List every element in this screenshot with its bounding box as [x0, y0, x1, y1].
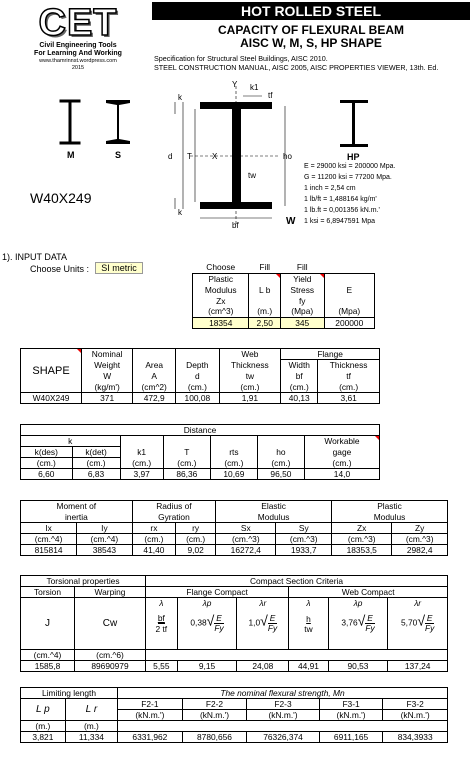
cell-tf: 3,61 — [318, 393, 380, 404]
ih-e: E — [324, 284, 374, 295]
sqrt-icon-4: √ — [417, 612, 425, 629]
formula-10 — [237, 609, 289, 639]
tu-ho: (cm.) — [257, 458, 304, 469]
spec-line1: Specification for Structural Steel Buildings, AISC 2010. — [154, 54, 328, 63]
cell-rx: 41,40 — [132, 545, 175, 556]
th-rx: rx — [132, 523, 175, 534]
logo — [6, 4, 150, 78]
flexural-strength-table — [20, 687, 448, 743]
tu-j: (cm.^4) — [21, 650, 75, 661]
logo-line2: For Learning And Working — [34, 50, 122, 57]
th-weight-4: (kg/m') — [82, 382, 133, 393]
logo-year: 2015 — [71, 65, 85, 71]
th-k1: k1 — [120, 447, 163, 458]
th-gage-2: gage — [304, 447, 379, 458]
th-f32: F3-2 — [383, 699, 448, 710]
tu-k1: (cm.) — [120, 458, 163, 469]
input-section-title: 1). INPUT DATA — [2, 252, 68, 262]
cell-kdes: 6,60 — [21, 469, 73, 480]
cell-lp-w: 90,53 — [328, 661, 388, 672]
cell-ry: 9,02 — [176, 545, 216, 556]
cell-lr-f: 24,08 — [237, 661, 289, 672]
ih-u1: (cm^3) — [193, 306, 249, 317]
const-e: E = 29000 ksi = 200000 Mpa. — [304, 163, 396, 170]
dim-y: Y — [232, 80, 238, 89]
th-depth-1: Depth — [176, 360, 219, 371]
hp-shape-icon — [340, 100, 368, 147]
logo-line1: Civil Engineering Tools — [39, 42, 117, 49]
cell-bf: 40,13 — [281, 393, 318, 404]
spec-text — [154, 54, 472, 72]
tu-blank — [145, 650, 447, 661]
dim-tw: tw — [248, 171, 256, 180]
cell-j: 1585,8 — [21, 661, 75, 672]
formula-038 — [177, 609, 237, 639]
th-plastic-1: Plastic — [332, 501, 448, 512]
zx-input[interactable]: 18354 — [193, 317, 249, 328]
th-ix: Ix — [21, 523, 77, 534]
th-area-2: A — [133, 371, 176, 382]
dim-x: X — [212, 152, 218, 161]
cell-zx: 18353,5 — [332, 545, 392, 556]
formula-570 — [388, 609, 448, 639]
header-title — [152, 24, 470, 50]
th-gyration-2: Gyration — [132, 512, 215, 523]
sqrt-icon-3: √ — [357, 612, 366, 629]
cell-tw: 1,91 — [219, 393, 281, 404]
tu-cw: (cm.^6) — [75, 650, 146, 661]
table-row — [21, 732, 448, 743]
th-lambda-w: λ — [289, 598, 328, 609]
logo-url: www.thamrinnst.wordpress.com — [39, 58, 117, 64]
ih-blank5 — [324, 295, 374, 306]
spec-line2: STEEL CONSTRUCTION MANUAL, AISC 2005, AISC PROPERTIES VIEWER, 13th. Ed. — [154, 63, 439, 72]
dim-d: d — [168, 152, 173, 161]
th-distance: Distance — [21, 425, 380, 436]
label-m: M — [67, 150, 75, 160]
s-shape-icon — [106, 100, 130, 144]
ih-choose: Choose — [206, 262, 236, 273]
cell-f22: 8780,656 — [182, 732, 247, 743]
th-area-1: Area — [133, 360, 176, 371]
cell-lp: 3,821 — [21, 732, 66, 743]
shape-name: W40X249 — [30, 190, 92, 206]
title-line1: CAPACITY OF FLEXURAL BEAM — [217, 23, 404, 37]
sqrt-e4: E — [426, 613, 433, 623]
th-weight-2: Weight — [82, 360, 133, 371]
cell-f21: 6331,962 — [118, 732, 183, 743]
formula-blank-4 — [289, 639, 328, 650]
dim-k1: k1 — [250, 83, 259, 92]
th-ho-blank — [257, 436, 304, 447]
th-t: T — [163, 447, 210, 458]
formula-blank-3 — [237, 639, 289, 650]
title-line2: AISC W, M, S, HP SHAPE — [240, 36, 382, 50]
cell-k1: 3,97 — [120, 469, 163, 480]
ih-blank4 — [249, 295, 280, 306]
tu-sx: (cm.^3) — [216, 534, 276, 545]
tu-zy: (cm.^3) — [392, 534, 448, 545]
ih-u2: (m.) — [249, 306, 280, 317]
ih-lb: L b — [249, 284, 280, 295]
th-ry: ry — [176, 523, 216, 534]
ih-stress: Stress — [280, 284, 324, 295]
th-weight-1: Nominal — [82, 349, 133, 360]
th-web-1: Web — [219, 349, 281, 360]
sqrt-e3: E — [367, 613, 373, 623]
th-torsion: Torsion — [21, 587, 75, 598]
th-f21: F2-1 — [118, 699, 183, 710]
table-row — [21, 393, 380, 404]
th-f31: F3-1 — [319, 699, 383, 710]
tu-f31: (kN.m.') — [319, 710, 383, 721]
shape-diagram — [0, 78, 474, 258]
cell-lambda-w: 44,91 — [289, 661, 328, 672]
const-inch: 1 inch = 2,54 cm — [304, 185, 356, 192]
dim-tf: tf — [268, 91, 273, 100]
fy-input[interactable]: 345 — [280, 317, 324, 328]
logo-text: CET — [38, 2, 118, 44]
tu-t: (cm.) — [163, 458, 210, 469]
formula-blank-5 — [328, 639, 388, 650]
cell-shape: W40X249 — [21, 393, 82, 404]
header-bar: HOT ROLLED STEEL — [152, 2, 470, 20]
ih-u4: (Mpa) — [324, 306, 374, 317]
const-g: G = 11200 ksi = 77200 Mpa. — [304, 174, 392, 181]
distance-table — [20, 424, 380, 480]
tu-zx: (cm.^3) — [332, 534, 392, 545]
section-properties-table — [20, 500, 448, 556]
dim-k-top: k — [178, 93, 182, 102]
th-gage-1: Workable — [304, 436, 379, 447]
cell-weight: 371 — [82, 393, 133, 404]
tu-f32: (kN.m.') — [383, 710, 448, 721]
th-cw: Cw — [75, 598, 146, 650]
formula-h-tw — [289, 609, 328, 639]
th-fthick-2: tf — [318, 371, 380, 382]
cell-lr: 11,334 — [65, 732, 117, 743]
input-table — [192, 262, 375, 329]
lb-input[interactable]: 2,50 — [249, 317, 280, 328]
coef-570: 5,70 — [401, 617, 418, 628]
cell-rts: 10,69 — [210, 469, 257, 480]
th-web-compact: Web Compact — [289, 587, 448, 598]
sqrt-icon: √ — [206, 612, 215, 629]
coef-376: 3,76 — [341, 617, 358, 628]
cell-cw: 89690979 — [75, 661, 146, 672]
tu-iy: (cm.^4) — [77, 534, 133, 545]
th-lp-w: λp — [328, 598, 388, 609]
label-s: S — [115, 150, 122, 160]
th-lr: L r — [65, 699, 117, 721]
frac-tw: tw — [304, 623, 313, 634]
th-f23: F2-3 — [247, 699, 320, 710]
ih-fy: fy — [280, 295, 324, 306]
cell-kdet: 6,83 — [72, 469, 120, 480]
th-elastic-1: Elastic — [216, 501, 332, 512]
th-area-3: (cm^2) — [133, 382, 176, 393]
th-elastic-2: Modulus — [216, 512, 332, 523]
tu-f22: (kN.m.') — [182, 710, 247, 721]
th-depth-blank — [176, 349, 219, 360]
sqrt-e2: E — [269, 613, 276, 623]
ih-fill1: Fill — [259, 262, 271, 273]
dim-bf: bf — [232, 221, 239, 230]
constants-list — [304, 161, 395, 227]
cell-gage: 14,0 — [304, 469, 379, 480]
tu-rx: (cm.) — [132, 534, 175, 545]
sqrt-fy2: Fy — [267, 623, 278, 633]
tu-ix: (cm.^4) — [21, 534, 77, 545]
th-zy: Zy — [392, 523, 448, 534]
th-inertia-1: Moment of — [21, 501, 133, 512]
th-rts-blank — [210, 436, 257, 447]
th-fwidth-3: (cm.) — [281, 382, 318, 393]
th-rts: rts — [210, 447, 257, 458]
sqrt-fy3: Fy — [365, 623, 375, 633]
th-web-2: Thickness — [219, 360, 281, 371]
th-inertia-2: inertia — [21, 512, 133, 523]
m-shape-icon — [60, 100, 80, 144]
cell-lr-w: 137,24 — [388, 661, 448, 672]
dim-ho: ho — [283, 152, 292, 161]
tu-gage: (cm.) — [304, 458, 379, 469]
th-area-blank — [133, 349, 176, 360]
tu-kdes: (cm.) — [21, 458, 73, 469]
cell-lambda-f: 5,55 — [145, 661, 177, 672]
th-depth-3: (cm.) — [176, 382, 219, 393]
frac-h: h — [306, 613, 311, 624]
cell-lp-f: 9,15 — [177, 661, 237, 672]
cell-ho: 96,50 — [257, 469, 304, 480]
cell-area: 472,9 — [133, 393, 176, 404]
ih-zx: Zx — [193, 295, 249, 306]
ih-plastic: Plastic — [193, 273, 249, 284]
th-depth-2: d — [176, 371, 219, 382]
formula-376 — [328, 609, 388, 639]
tu-kdet: (cm.) — [72, 458, 120, 469]
frac-bf: bf — [157, 613, 165, 623]
table-row — [21, 545, 448, 556]
label-w: W — [286, 216, 296, 227]
dim-t: T — [187, 152, 192, 161]
coef-038: 0,38 — [190, 617, 207, 628]
th-fwidth-2: bf — [281, 371, 318, 382]
th-k1-blank — [120, 436, 163, 447]
th-torsional: Torsional properties — [21, 576, 146, 587]
frac-2tf: 2 tf — [155, 624, 168, 634]
table-row — [21, 661, 448, 672]
th-kdes: k(des) — [21, 447, 73, 458]
th-weight-3: W — [82, 371, 133, 382]
ih-fill2: Fill — [296, 262, 308, 273]
formula-blank-1 — [145, 639, 177, 650]
th-fthick-1: Thickness — [318, 360, 380, 371]
cell-f32: 834,3933 — [383, 732, 448, 743]
th-k: k — [21, 436, 121, 447]
cell-zy: 2982,4 — [392, 545, 448, 556]
ih-blank2 — [249, 273, 280, 284]
const-lbft: 1 lb/ft = 1,488164 kg/m' — [304, 196, 377, 203]
th-lp: L p — [21, 699, 66, 721]
formula-bf-2tf — [145, 609, 177, 639]
e-value: 200000 — [324, 317, 374, 328]
th-web-3: tw — [219, 371, 281, 382]
cell-depth: 100,08 — [176, 393, 219, 404]
th-ho: ho — [257, 447, 304, 458]
th-zx: Zx — [332, 523, 392, 534]
cell-iy: 38543 — [77, 545, 133, 556]
dim-k-bottom: k — [178, 208, 182, 217]
th-compact: Compact Section Criteria — [145, 576, 447, 587]
th-sx: Sx — [216, 523, 276, 534]
th-lr-w: λr — [388, 598, 448, 609]
th-f22: F2-2 — [182, 699, 247, 710]
cell-t: 86,36 — [163, 469, 210, 480]
formula-blank-2 — [177, 639, 237, 650]
th-sy: Sy — [276, 523, 332, 534]
tu-lr: (m.) — [65, 721, 117, 732]
th-fthick-3: (cm.) — [318, 382, 380, 393]
th-t-blank — [163, 436, 210, 447]
tu-rts: (cm.) — [210, 458, 257, 469]
th-kdet: k(det) — [72, 447, 120, 458]
tu-blank-2 — [118, 721, 448, 732]
cell-ix: 815814 — [21, 545, 77, 556]
tu-sy: (cm.^3) — [276, 534, 332, 545]
shape-table — [20, 348, 380, 404]
th-lp-f: λp — [177, 598, 237, 609]
tu-lp: (m.) — [21, 721, 66, 732]
th-j: J — [21, 598, 75, 650]
const-lbft2: 1 lb.ft = 0,001356 kN.m.' — [304, 207, 380, 214]
tu-f23: (kN.m.') — [247, 710, 320, 721]
th-limiting: Limiting length — [21, 688, 118, 699]
cell-sy: 1933,7 — [276, 545, 332, 556]
cell-f23: 76326,374 — [247, 732, 320, 743]
th-flange-compact: Flange Compact — [145, 587, 288, 598]
formula-blank-6 — [388, 639, 448, 650]
th-iy: Iy — [77, 523, 133, 534]
tu-f21: (kN.m.') — [118, 710, 183, 721]
ih-blank — [324, 262, 374, 273]
choose-units-label: Choose Units : — [30, 264, 90, 274]
th-lr-f: λr — [237, 598, 289, 609]
units-select[interactable]: SI metric — [95, 262, 143, 274]
cell-sx: 16272,4 — [216, 545, 276, 556]
ih-blank3 — [324, 273, 374, 284]
th-lambda-f: λ — [145, 598, 177, 609]
th-plastic-2: Modulus — [332, 512, 448, 523]
tu-ry: (cm.) — [176, 534, 216, 545]
coef-10: 1,0 — [248, 617, 261, 628]
sqrt-fy4: Fy — [425, 623, 435, 633]
const-ksi: 1 ksi = 6,8947591 Mpa — [304, 218, 376, 225]
th-nominal: The nominal flexural strength, Mn — [118, 688, 448, 699]
th-fwidth-1: Width — [281, 360, 318, 371]
ih-u3: (Mpa) — [280, 306, 324, 317]
th-web-4: (cm.) — [219, 382, 281, 393]
table-row — [21, 469, 380, 480]
sqrt-fy1: Fy — [214, 623, 224, 633]
th-warping: Warping — [75, 587, 146, 598]
th-shape: SHAPE — [21, 349, 82, 393]
ih-yield: Yield — [280, 273, 324, 284]
sqrt-e1: E — [216, 613, 222, 623]
compact-criteria-table — [20, 575, 448, 672]
ih-modulus: Modulus — [193, 284, 249, 295]
th-flange: Flange — [281, 349, 380, 360]
th-gyration-1: Radius of — [132, 501, 215, 512]
cell-f31: 6911,165 — [319, 732, 383, 743]
sqrt-icon-2: √ — [260, 612, 268, 629]
label-hp: HP — [347, 152, 360, 162]
